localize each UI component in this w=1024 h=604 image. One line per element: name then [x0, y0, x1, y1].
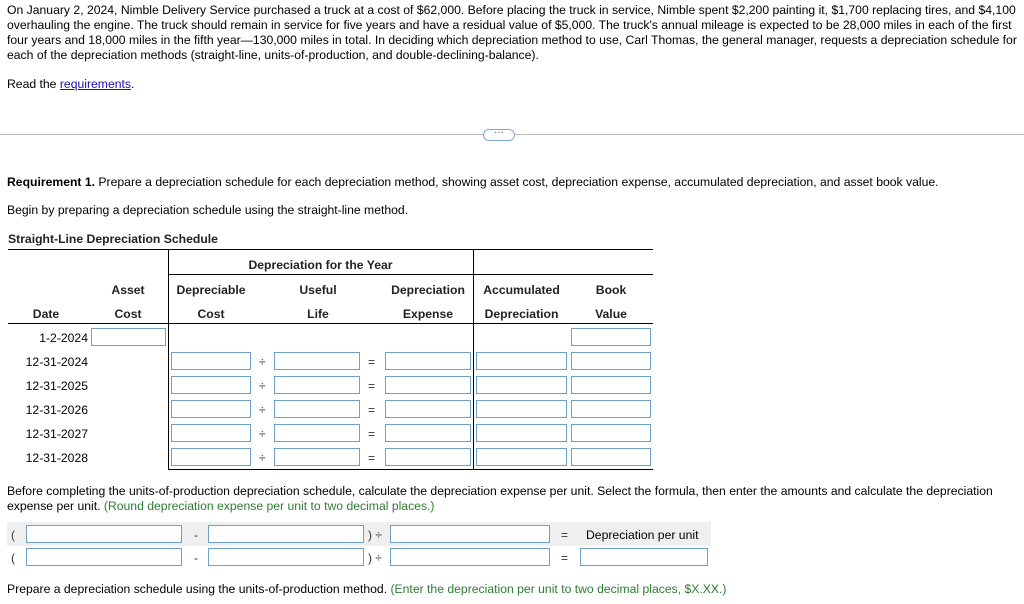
depreciation-per-unit-label: Depreciation per unit	[586, 528, 699, 542]
book-value-input[interactable]	[571, 328, 651, 346]
depreciable-cost-input[interactable]	[171, 400, 251, 418]
column-divider-left	[168, 249, 169, 470]
row-date: 12-31-2027	[25, 427, 88, 441]
divide-sign: ÷	[259, 379, 266, 393]
useful-life-input[interactable]	[274, 448, 360, 466]
formula-amount-input-2[interactable]	[208, 548, 364, 566]
header-depreciable-cost: Cost	[197, 307, 225, 321]
accumulated-depreciation-input[interactable]	[476, 376, 567, 394]
depreciable-cost-input[interactable]	[171, 448, 251, 466]
units-rounding-note: (Round depreciation expense per unit to two decimal places.)	[103, 499, 435, 513]
minus-sign: -	[194, 551, 198, 565]
table-top-rule	[8, 249, 653, 250]
requirement-text: Prepare a depreciation schedule for each depreciation method, showing asset cost, depreciation expense, accumulated depreciation, and asset book value.	[95, 175, 939, 189]
equals-sign: =	[368, 451, 376, 465]
header-asset: Asset	[111, 283, 145, 297]
close-paren-divide: ) ÷	[368, 551, 382, 565]
row-date: 12-31-2025	[25, 379, 88, 393]
close-paren-divide: ) ÷	[368, 528, 382, 542]
depreciation-expense-input[interactable]	[385, 400, 471, 418]
requirements-link[interactable]: requirements	[59, 77, 131, 91]
header-useful: Useful	[299, 283, 337, 297]
book-value-input[interactable]	[571, 400, 651, 418]
header-accumulated-depreciation: Depreciation	[484, 307, 559, 321]
accumulated-depreciation-input[interactable]	[476, 400, 567, 418]
row-date: 12-31-2026	[25, 403, 88, 417]
divide-sign: ÷	[259, 403, 266, 417]
units-instruction	[7, 484, 1019, 514]
depreciation-expense-input[interactable]	[385, 424, 471, 442]
book-value-input[interactable]	[571, 376, 651, 394]
requirement-label: Requirement 1.	[7, 175, 96, 189]
depreciable-cost-input[interactable]	[171, 424, 251, 442]
formula-amount-input-3[interactable]	[390, 548, 550, 566]
divide-sign: ÷	[259, 355, 266, 369]
header-book: Book	[595, 283, 627, 297]
header-depreciation: Depreciation	[391, 283, 465, 297]
open-paren: (	[11, 551, 15, 565]
row-date: 12-31-2024	[25, 355, 88, 369]
units-schedule-note: (Enter the depreciation per unit to two decimal places, $X.XX.)	[390, 582, 727, 596]
problem-intro: On January 2, 2024, Nimble Delivery Service purchased a truck at a cost of $62,000. Before placing the truck in service, Nimble spent $2,200 painting it, $1,700 replacing tires, and $4,100 overhauling the engine. The truck should remain in service for five years and have a residual value of $5,000. The truck's annual mileage is expected to be 28,000 miles in each of the first four years and 18,000 miles in the fifth year—130,000 miles in total. In deciding which depreciation method to use, Carl Thomas, the general manager, requests a depreciation schedule for each of the depreciation methods (straight-line, units-of-production, and double-declining-balance).	[7, 3, 1017, 62]
minus-sign: -	[194, 528, 198, 542]
useful-life-input[interactable]	[274, 352, 360, 370]
open-paren: (	[11, 528, 15, 542]
useful-life-input[interactable]	[274, 376, 360, 394]
depreciation-expense-input[interactable]	[385, 376, 471, 394]
read-suffix: .	[131, 77, 135, 91]
header-accumulated: Accumulated	[483, 283, 560, 297]
useful-life-input[interactable]	[274, 400, 360, 418]
divide-sign: ÷	[259, 451, 266, 465]
row-date: 12-31-2028	[25, 451, 88, 465]
accumulated-depreciation-input[interactable]	[476, 448, 567, 466]
equals-sign: =	[368, 427, 376, 441]
read-requirements	[7, 77, 134, 91]
schedule-title: Straight-Line Depreciation Schedule	[8, 232, 218, 246]
column-divider-right	[473, 249, 474, 470]
formula-label-select-2[interactable]	[208, 525, 364, 543]
begin-instruction: Begin by preparing a depreciation schedule using the straight-line method.	[7, 203, 409, 217]
read-prefix: Read the	[7, 77, 60, 91]
accumulated-depreciation-input[interactable]	[476, 352, 567, 370]
table-bottom-rule	[168, 469, 653, 470]
header-bottom-rule	[8, 323, 653, 324]
depreciation-per-unit-input[interactable]	[580, 548, 708, 566]
header-useful-life: Life	[307, 307, 329, 321]
header-asset-cost: Cost	[114, 307, 142, 321]
depreciation-expense-input[interactable]	[385, 352, 471, 370]
formula-amount-input-1[interactable]	[26, 548, 182, 566]
equals-sign: =	[561, 551, 569, 565]
header-depreciable: Depreciable	[176, 283, 246, 297]
row-date: 1-2-2024	[39, 331, 88, 345]
accumulated-depreciation-input[interactable]	[476, 424, 567, 442]
expand-more-button[interactable]: ···	[483, 129, 515, 141]
equals-sign: =	[561, 528, 569, 542]
asset-cost-input[interactable]	[91, 328, 166, 346]
book-value-input[interactable]	[571, 424, 651, 442]
header-depreciation-expense: Expense	[402, 307, 454, 321]
book-value-input[interactable]	[571, 448, 651, 466]
book-value-input[interactable]	[571, 352, 651, 370]
equals-sign: =	[368, 355, 376, 369]
depreciation-expense-input[interactable]	[385, 448, 471, 466]
requirement-1	[7, 175, 939, 189]
header-date: Date	[32, 307, 60, 321]
divide-sign: ÷	[259, 427, 266, 441]
equals-sign: =	[368, 379, 376, 393]
units-schedule-text: Prepare a depreciation schedule using the units-of-production method.	[7, 582, 391, 596]
depreciable-cost-input[interactable]	[171, 376, 251, 394]
group-header-rule	[168, 274, 653, 275]
header-book-value: Value	[595, 307, 627, 321]
equals-sign: =	[368, 403, 376, 417]
depreciable-cost-input[interactable]	[171, 352, 251, 370]
units-schedule-instruction	[7, 582, 726, 596]
units-instruction-text: Before completing the units-of-production depreciation schedule, calculate the depreciation expense per unit. Select the formula, then enter the amounts and calculate the depreciation expense per unit.	[7, 484, 993, 513]
group-header: Depreciation for the Year	[248, 258, 393, 272]
formula-label-select-1[interactable]	[26, 525, 182, 543]
useful-life-input[interactable]	[274, 424, 360, 442]
formula-label-select-3[interactable]	[390, 525, 550, 543]
